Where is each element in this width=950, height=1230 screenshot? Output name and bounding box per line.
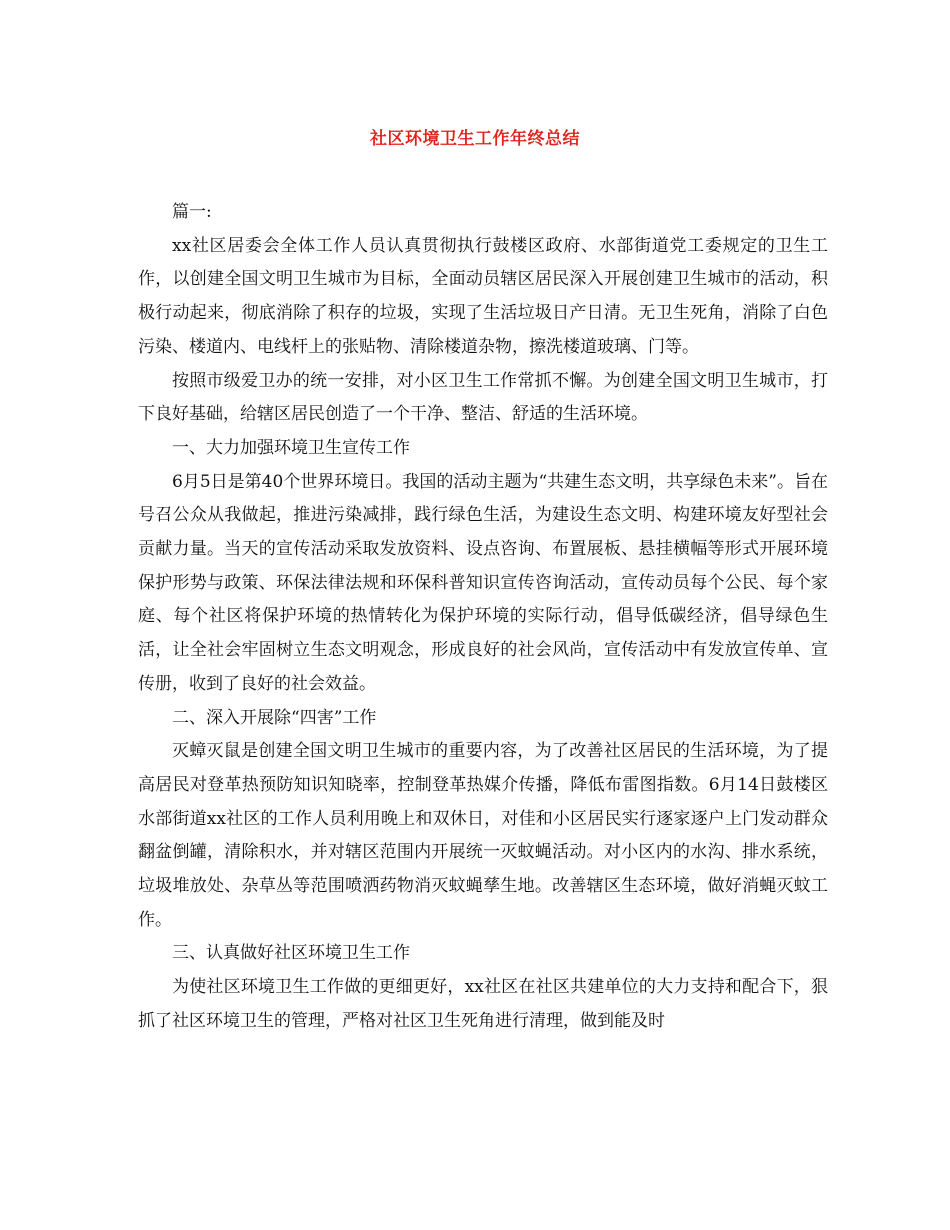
section-heading-2: 二、深入开展除“四害”工作 (172, 707, 377, 728)
document-body (138, 196, 828, 1039)
paragraph-sanitation: 为使社区环境卫生工作做的更细更好，xx社区在社区共建单位的大力支持和配合下，狠抓了社区环境卫生的管理，严格对社区卫生死角进行清理，做到能及时 (138, 977, 828, 1031)
section-heading-1: 一、大力加强环境卫生宣传工作 (172, 437, 410, 458)
section-heading-3: 三、认真做好社区环境卫生工作 (172, 943, 410, 964)
paragraph-intro: xx社区居委会全体工作人员认真贯彻执行鼓楼区政府、水部街道党工委规定的卫生工作，以创建全国文明卫生城市为目标，全面动员辖区居民深入开展创建卫生城市的活动，积极行动起来，彻底消除了积存的垃圾，实现了生活垃圾日产日清。无卫生死角，消除了白色污染、楼道内、电线杆上的张贴物、清除楼道杂物，擦洗楼道玻璃、门等。 (138, 235, 828, 357)
section-label-part-one: 篇一: (172, 202, 212, 222)
document-title: 社区环境卫生工作年终总结 (370, 129, 580, 149)
paragraph-pest-control: 灭蟑灭鼠是创建全国文明卫生城市的重要内容，为了改善社区居民的生活环境，为了提高居民对登革热预防知识知晓率，控制登革热媒介传播，降低布雷图指数。6月14日鼓楼区水部街道xx社区的工作人员利用晚上和双休日，对佳和小区居民实行逐家逐户上门发动群众翻盆倒罐，清除积水，并对辖区范围内开展统一灭蚊蝇活动。对小区内的水沟、排水系统，垃圾堆放处、杂草丛等范围喷洒药物消灭蚊蝇孳生地。改善辖区生态环境，做好消蝇灭蚊工作。 (138, 741, 828, 930)
paragraph-arrangement: 按照市级爱卫办的统一安排，对小区卫生工作常抓不懈。为创建全国文明卫生城市，打下良好基础，给辖区居民创造了一个干净、整洁、舒适的生活环境。 (138, 370, 828, 425)
paragraph-environment-day: 6月5日是第40个世界环境日。我国的活动主题为“共建生态文明，共享绿色未来”。旨在号召公众从我做起，推进污染减排，践行绿色生活，为建设生态文明、构建环境友好型社会贡献力量。当天的宣传活动采取发放资料、设点咨询、布置展板、悬挂横幅等形式开展环境保护形势与政策、环保法律法规和环保科普知识宣传咨询活动，宣传动员每个公民、每个家庭、每个社区将保护环境的热情转化为保护环境的实际行动，倡导低碳经济，倡导绿色生活，让全社会牢固树立生态文明观念，形成良好的社会风尚，宣传活动中有发放宣传单、宣传册，收到了良好的社会效益。 (138, 471, 828, 694)
